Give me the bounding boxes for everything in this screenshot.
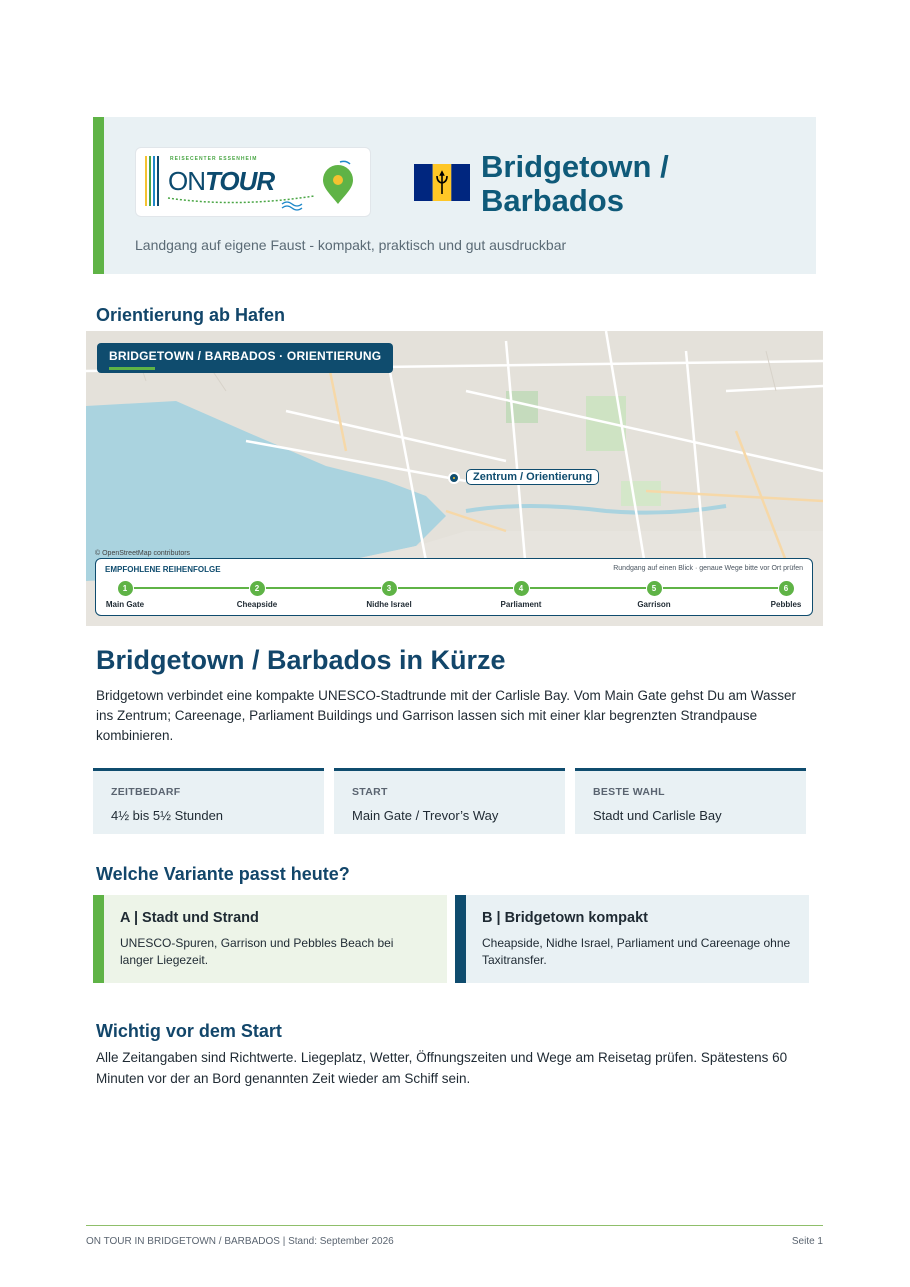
route-stop-name: Nidhe Israel bbox=[366, 600, 412, 609]
route-stop bbox=[481, 580, 561, 609]
logo-tour: TOUR bbox=[205, 166, 275, 196]
route-stop-number: 5 bbox=[646, 580, 663, 597]
logo-stripes-icon bbox=[145, 156, 159, 206]
orientation-heading: Orientierung ab Hafen bbox=[96, 305, 286, 325]
route-stop bbox=[746, 580, 823, 609]
route-stop-number: 1 bbox=[117, 580, 134, 597]
barbados-flag-icon bbox=[414, 164, 470, 201]
map-center-label: Zentrum / Orientierung bbox=[466, 469, 599, 485]
info-card-label: ZEITBEDARF bbox=[111, 786, 181, 798]
route-stop-number: 3 bbox=[381, 580, 398, 597]
info-card-label: BESTE WAHL bbox=[593, 786, 665, 798]
route-note: Rundgang auf einen Blick · genaue Wege bitte vor Ort prüfen bbox=[613, 565, 803, 572]
route-stop-number: 2 bbox=[249, 580, 266, 597]
location-pin-icon bbox=[320, 158, 356, 208]
variants-heading: Welche Variante passt heute? bbox=[96, 864, 350, 884]
logo-waves-icon bbox=[166, 194, 316, 212]
info-card-time bbox=[93, 768, 324, 834]
variant-title: A | Stadt und Strand bbox=[120, 910, 259, 926]
variant-text: Cheapside, Nidhe Israel, Parliament und Careenage ohne Taxitransfer. bbox=[482, 936, 791, 967]
orientation-map[interactable] bbox=[86, 331, 823, 626]
info-card-value: Main Gate / Trevor’s Way bbox=[352, 808, 499, 823]
route-stop-name: Pebbles bbox=[770, 600, 802, 609]
info-card-label: START bbox=[352, 786, 388, 798]
map-attribution: © OpenStreetMap contributors bbox=[95, 550, 191, 557]
footer-divider bbox=[86, 1225, 823, 1226]
page-subtitle: Landgang auf eigene Faust - kompakt, praktisch und gut ausdruckbar bbox=[135, 237, 567, 253]
important-text: Alle Zeitangaben sind Richtwerte. Liegeplatz, Wetter, Öffnungszeiten und Wege am Reisetag prüfen. Spätestens 60 Minuten vor der an Bord genannten Zeit wieder am Schiff sein. bbox=[96, 1050, 788, 1086]
variant-text: UNESCO-Spuren, Garrison und Pebbles Beach bei langer Liegezeit. bbox=[120, 936, 394, 967]
route-stop-name: Parliament bbox=[500, 600, 542, 609]
route-stop bbox=[349, 580, 429, 609]
page-title-line-2: Barbados bbox=[481, 183, 624, 218]
footer-text: ON TOUR IN BRIDGETOWN / BARBADOS | Stand: September 2026 bbox=[86, 1236, 394, 1247]
route-stop-number: 6 bbox=[778, 580, 795, 597]
info-card-value: Stadt und Carlisle Bay bbox=[593, 808, 722, 823]
info-card-start bbox=[334, 768, 565, 834]
map-badge-accent bbox=[109, 367, 155, 370]
logo-wordmark bbox=[168, 166, 274, 197]
route-stop bbox=[614, 580, 694, 609]
hero-header bbox=[93, 117, 816, 274]
important-heading: Wichtig vor dem Start bbox=[96, 1021, 282, 1041]
summary-title: Bridgetown / Barbados in Kürze bbox=[96, 645, 506, 675]
variant-card-a bbox=[93, 895, 447, 983]
route-title: EMPFOHLENE REIHENFOLGE bbox=[105, 565, 221, 574]
variant-card-b bbox=[455, 895, 809, 983]
map-title-text: BRIDGETOWN / BARBADOS · ORIENTIERUNG bbox=[109, 349, 382, 363]
ontour-logo bbox=[135, 147, 371, 217]
page-title-line-1: Bridgetown / bbox=[481, 149, 669, 184]
route-stop bbox=[86, 580, 165, 609]
map-title-badge bbox=[97, 343, 393, 373]
logo-on: ON bbox=[168, 166, 205, 196]
route-stop bbox=[217, 580, 297, 609]
route-stop-name: Main Gate bbox=[105, 600, 145, 609]
logo-tagline: REISECENTER ESSENHEIM bbox=[170, 156, 258, 162]
page-title bbox=[481, 150, 781, 218]
page-number: Seite 1 bbox=[791, 1236, 823, 1247]
info-card-value: 4½ bis 5½ Stunden bbox=[111, 808, 224, 823]
route-stop-number: 4 bbox=[513, 580, 530, 597]
summary-intro: Bridgetown verbindet eine kompakte UNESCO-Stadtrunde mit der Carlisle Bay. Vom Main Gate gehst Du am Wasser ins Zentrum; Careenage, Parliament Buildings und Garrison lassen sich mit einer klar begrenzten Strandpause kombinieren. bbox=[96, 688, 797, 743]
map-center-pin-icon bbox=[448, 472, 460, 484]
route-stop-name: Garrison bbox=[637, 600, 671, 609]
info-card-best-choice bbox=[575, 768, 806, 834]
variant-title: B | Bridgetown kompakt bbox=[482, 910, 648, 926]
route-panel bbox=[95, 558, 813, 616]
route-stop-name: Cheapside bbox=[236, 600, 278, 609]
